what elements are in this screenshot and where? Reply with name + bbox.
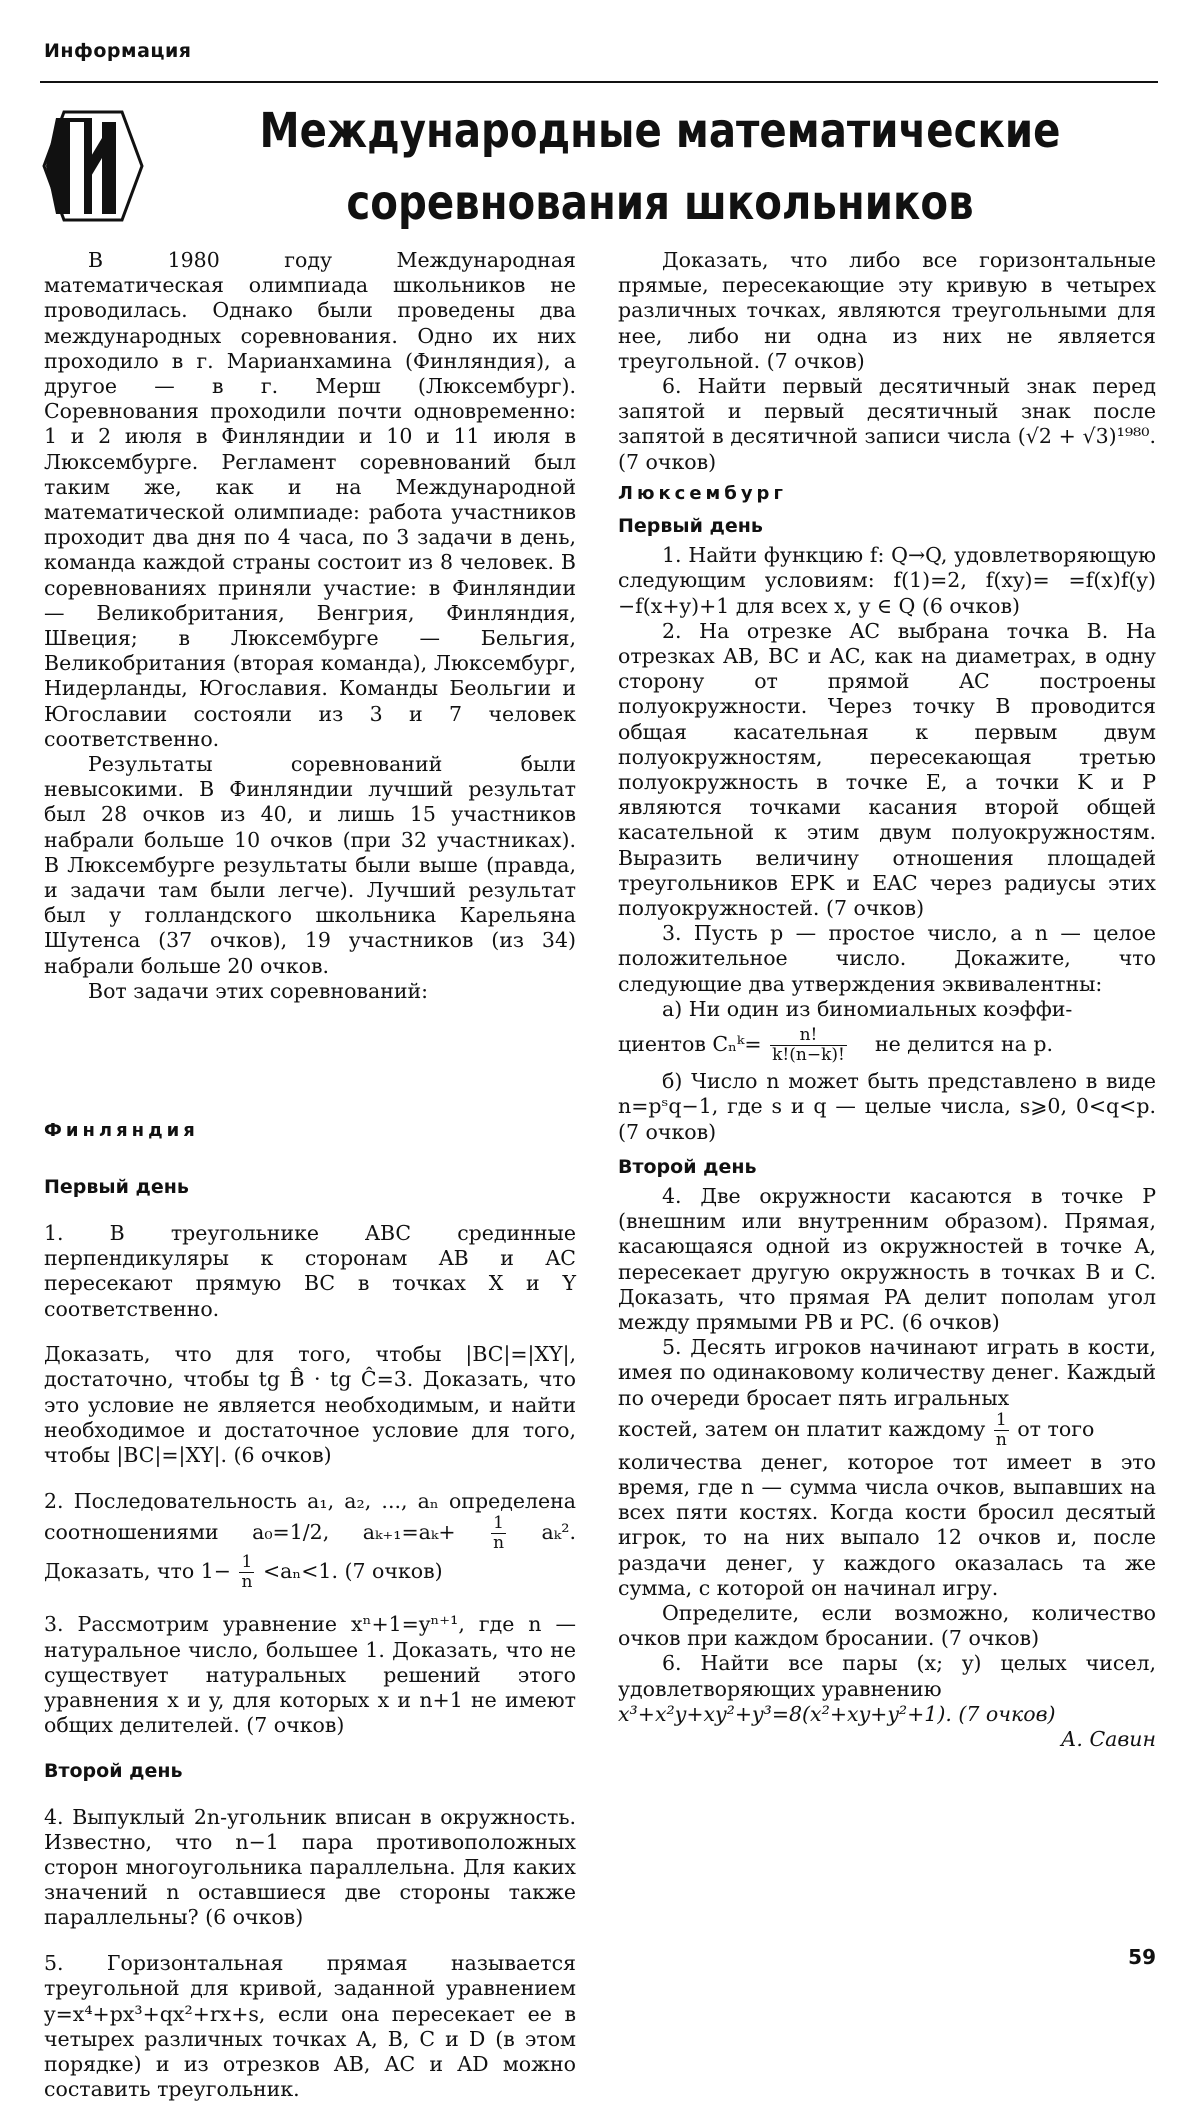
luxembourg-problem-4: 4. Две окружности касаются в точке P (внешним или внутренним образом). Прямая, касающаяся одной из окружностей в точке A, пересекает другую окружность в точках B и C. Доказать, что прямая PA делит пополам угол между прямыми PB и PC. (6 очков) [618, 1183, 1156, 1334]
binomial-fraction: $\frac{n!}{k!(n-k)!}$ [772, 1025, 845, 1066]
header-rule [40, 81, 1158, 83]
finland-problem-6: 6. Найти первый десятичный знак перед запятой и первый десятичный знак после запятой в десятичной записи числа (√2 + √3)¹⁹⁸⁰. (7 очков) [618, 374, 1156, 474]
title-line-2: соревнования школьников [346, 175, 974, 231]
luxembourg-problem-6-equation: x³+x²y+xy²+y³=8(x²+xy+y²+1). (7 очков) [618, 1701, 1056, 1726]
finland-day1-heading: Первый день [44, 1176, 189, 1199]
right-column [618, 248, 1156, 1752]
author-signature: А. Савин [1060, 1726, 1156, 1751]
country-heading-luxembourg: Люксембург [618, 482, 787, 504]
fraction: $\frac{1}{n}$ [493, 1512, 505, 1553]
luxembourg-day2-heading: Второй день [618, 1155, 757, 1178]
luxembourg-problem-1: 1. Найти функцию f: Q→Q, удовлетворяющую следующим условиям: f(1)=2, f(xy)= =f(x)f(y)−f(x+y)+1 для всех x, y ∈ Q (6 очков) [618, 543, 1156, 618]
finland-section [44, 1118, 576, 2123]
luxembourg-problem-5-question: Определите, если возможно, количество очков при каждом бросании. (7 очков) [618, 1600, 1156, 1651]
section-label: Информация [44, 40, 192, 62]
fraction: $\frac{1}{n}$ [241, 1551, 253, 1592]
binomial-prefix: циентов Cₙᵏ= [618, 1032, 762, 1057]
intro-paragraph-2: Результаты соревнований были невысокими. В Финляндии лучший результат был 28 очков из 40, и лишь 15 участников набрали больше 10 очков (при 32 участниках). В Люксембурге результаты были выше (правда, и задачи там были легче). Лучший результат был у голландского школьника Карельяна Шутенса (37 очков), 19 участников (из 34) набрали больше 20 очков. [44, 752, 576, 978]
intro-paragraph-1: В 1980 году Международная математическая олимпиада школьников не проводилась. Однако были проведены два международных соревнования. Одно их них проходило в г. Марианхамина (Финляндия), а другое — в г. Мерш (Люксембург). Соревнования проходили почти одновременно: 1 и 2 июля в Финляндии и 10 и 11 июля в Люксембурге. Регламент соревнований был таким же, как и на Международной математической олимпиаде: работа участников проходит два дня по 4 часа, по 3 задачи в день, команда каждой страны состоит из 8 человек. В соревнованиях приняли участие: в Финляндии — Великобритания, Венгрия, Финляндия, Швеция; в Люксембурге — Бельгия, Великобритания (вторая команда), Люксембург, Нидерланды, Югославия. Команды Беольгии и Югославии состояли из 3 и 7 человек соответственно. [44, 248, 576, 751]
finland-problem-5: 5. Горизонтальная прямая называется треугольной для кривой, заданной уравнением y=x⁴+px³+qx²+rx+s, если она пересекает ее в четырех различных точках A, B, C и D (в этом порядке) и из отрезков AB, AC и AD можно составить треугольник. [44, 1951, 576, 2102]
intro-paragraph-3: Вот задачи этих соревнований: [88, 978, 429, 1003]
finland-problem-1: 1. В треугольнике ABC срединные перпендикуляры к сторонам AB и AC пересекают прямую BC в точках X и Y соответственно. [44, 1220, 576, 1321]
finland-problem-2-b: aₖ². Доказать, что 1− [44, 1519, 576, 1583]
luxembourg-problem-5-cont: количества денег, которое тот имеет в это время, где n — сумма числа очков, выпавших на всех пяти костях. Когда кости бросил десятый игрок, то на них выпало 12 очков и, после раздачи денег, у каждого оказалась та же сумма, с которой он начинал игру. [618, 1449, 1156, 1600]
intro-column [44, 248, 576, 1004]
luxembourg-problem-3: 3. Пусть p — простое число, а n — целое положительное число. Докажите, что следующие два утверждения эквивалентны: [618, 921, 1156, 996]
luxembourg-day1-heading: Первый день [618, 515, 763, 538]
problem-5-prefix: костей, затем он платит каждому [618, 1416, 986, 1441]
title-line-1: Международные математические [259, 103, 1061, 159]
luxembourg-problem-5: 5. Десять игроков начинают играть в кости, имея по одинаковому количеству денег. Каждый по очереди бросает пять игральных [618, 1335, 1156, 1410]
luxembourg-problem-3a-formula [618, 1026, 1156, 1065]
finland-problem-1-cont: Доказать, что для того, чтобы |BC|=|XY|, достаточно, чтобы tg B̂ · tg Ĉ=3. Доказать, что это условие не является необходимым, и найти необходимое и достаточное условие для того, чтобы |BC|=|XY|. (6 очков) [44, 1342, 576, 1468]
finland-problem-3: 3. Рассмотрим уравнение xⁿ+1=yⁿ⁺¹, где n — натуральное число, большее 1. Доказать, что не существует натуральных решений этого уравнения x и y, для которых x и n+1 не имеют общих делителей. (7 очков) [44, 1612, 576, 1738]
olympiad-logo-icon [42, 108, 144, 224]
finland-problem-4: 4. Выпуклый 2n-угольник вписан в окружность. Известно, что n−1 пара противоположных сторон многоугольника параллельна. Для каких значений n оставшиеся две стороны также параллельны? (6 очков) [44, 1804, 576, 1930]
luxembourg-problem-2: 2. На отрезке AC выбрана точка B. На отрезках AB, BC и AC, как на диаметрах, в одну сторону от прямой AC построены полуокружности. Через точку B проводится общая касательная к первым двум полуокружностям, пересекающая третью полуокружность в точке E, а точки K и P являются точками касания второй общей касательной к этим двум полуокружностям. Выразить величину отношения площадей треугольников EPK и EAC через радиусы этих полуокружностей. (7 очков) [618, 618, 1156, 921]
binomial-suffix: не делится на p. [874, 1032, 1054, 1057]
finland-day2-heading: Второй день [44, 1759, 183, 1782]
luxembourg-problem-3b: б) Число n может быть представлено в виде n=pˢq−1, где s и q — целые числа, s⩾0, 0<q<p. (7 очков) [618, 1069, 1156, 1144]
luxembourg-problem-5-fraction-line [618, 1411, 1156, 1450]
fraction: $\frac{1}{n}$ [995, 1409, 1007, 1450]
finland-problem-2-a: 2. Последовательность a₁, a₂, ..., aₙ определена соотношениями a₀=1/2, aₖ₊₁=aₖ+ [44, 1488, 576, 1544]
page-title [257, 95, 1063, 239]
page-number: 59 [1128, 1945, 1156, 1969]
luxembourg-problem-3a: а) Ни один из биномиальных коэффи- [662, 996, 1073, 1021]
country-heading-finland: Финляндия [44, 1120, 199, 1141]
finland-problem-5-cont: Доказать, что либо все горизонтальные прямые, пересекающие эту кривую в четырех различных точках, являются треугольными для нее, либо ни одна из них не является треугольной. (7 очков) [618, 248, 1156, 373]
luxembourg-problem-6: 6. Найти все пары (x; y) целых чисел, удовлетворяющих уравнению [618, 1651, 1156, 1701]
problem-5-suffix: от того [1017, 1416, 1095, 1441]
finland-problem-2 [44, 1489, 576, 1592]
finland-problem-2-c: <aₙ<1. (7 очков) [262, 1558, 443, 1583]
